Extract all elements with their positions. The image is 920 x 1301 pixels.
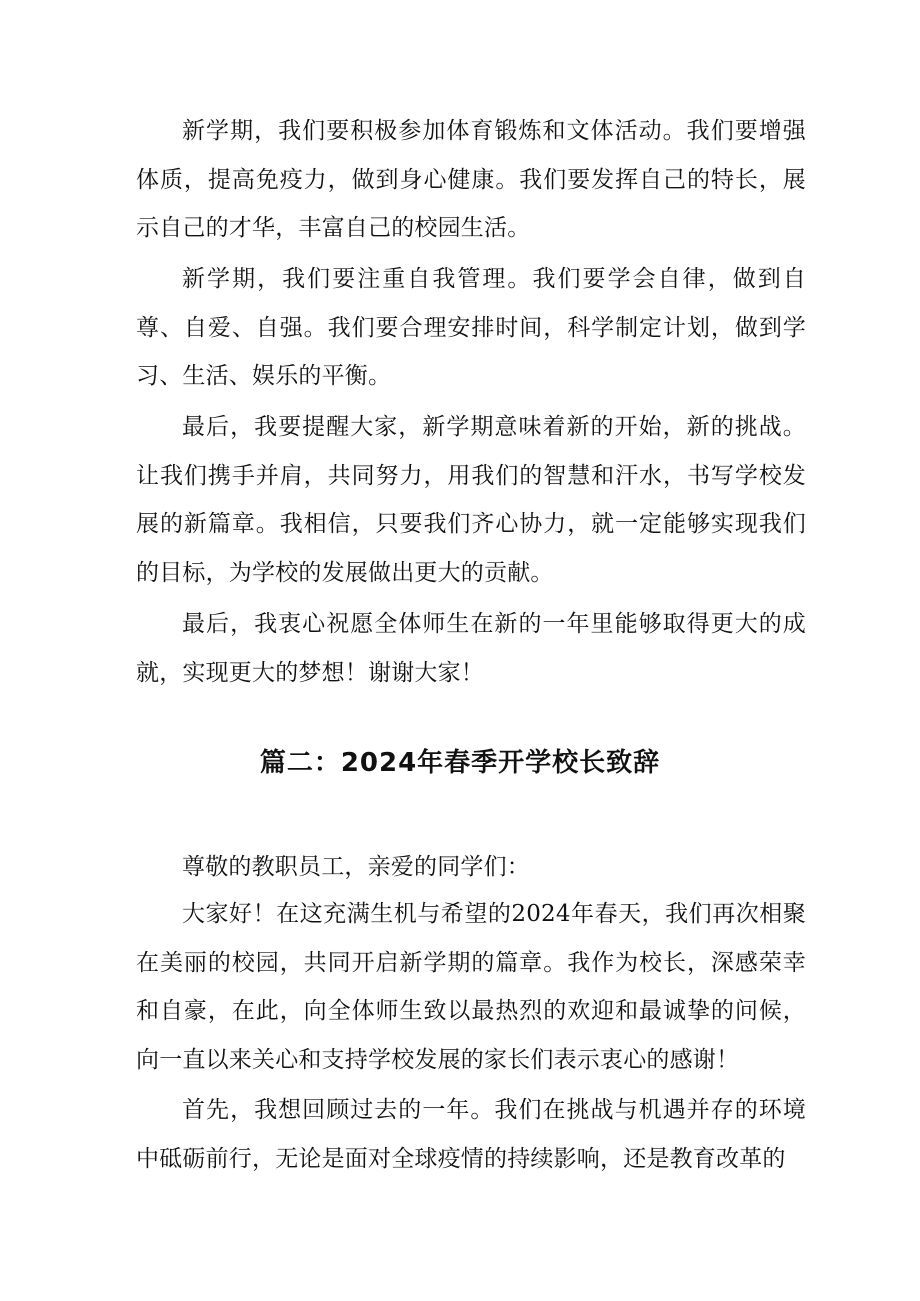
body-paragraph: 首先，我想回顾过去的一年。我们在挑战与机遇并存的环境中砥砺前行，无论是面对全球疫情的持续影响，还是教育改革的	[136, 1097, 806, 1172]
section-title: 篇二：2024年春季开学校长致辞	[259, 748, 661, 778]
body-paragraph: 大家好！在这充满生机与希望的2024年春天，我们再次相聚在美丽的校园，共同开启新学期的篇章。我作为校长，深感荣幸和自豪，在此，向全体师生致以最热烈的欢迎和最诚挚的问候，向一直以来关心和支持学校发展的家长们表示衷心的感谢！	[136, 901, 806, 1073]
body-paragraph: 新学期，我们要注重自我管理。我们要学会自律，做到自尊、自爱、自强。我们要合理安排时间，科学制定计划，做到学习、生活、娱乐的平衡。	[136, 266, 806, 390]
body-paragraph: 最后，我要提醒大家，新学期意味着新的开始，新的挑战。让我们携手并肩，共同努力，用我们的智慧和汗水，书写学校发展的新篇章。我相信，只要我们齐心协力，就一定能够实现我们的目标，为学校的发展做出更大的贡献。	[136, 414, 806, 586]
greeting-line: 尊敬的教职员工，亲爱的同学们：	[182, 854, 530, 880]
body-paragraph: 新学期，我们要积极参加体育锻炼和文体活动。我们要增强体质，提高免疫力，做到身心健康。我们要发挥自己的特长，展示自己的才华，丰富自己的校园生活。	[136, 118, 806, 242]
body-paragraph: 最后，我衷心祝愿全体师生在新的一年里能够取得更大的成就，实现更大的梦想！谢谢大家！	[136, 611, 806, 686]
